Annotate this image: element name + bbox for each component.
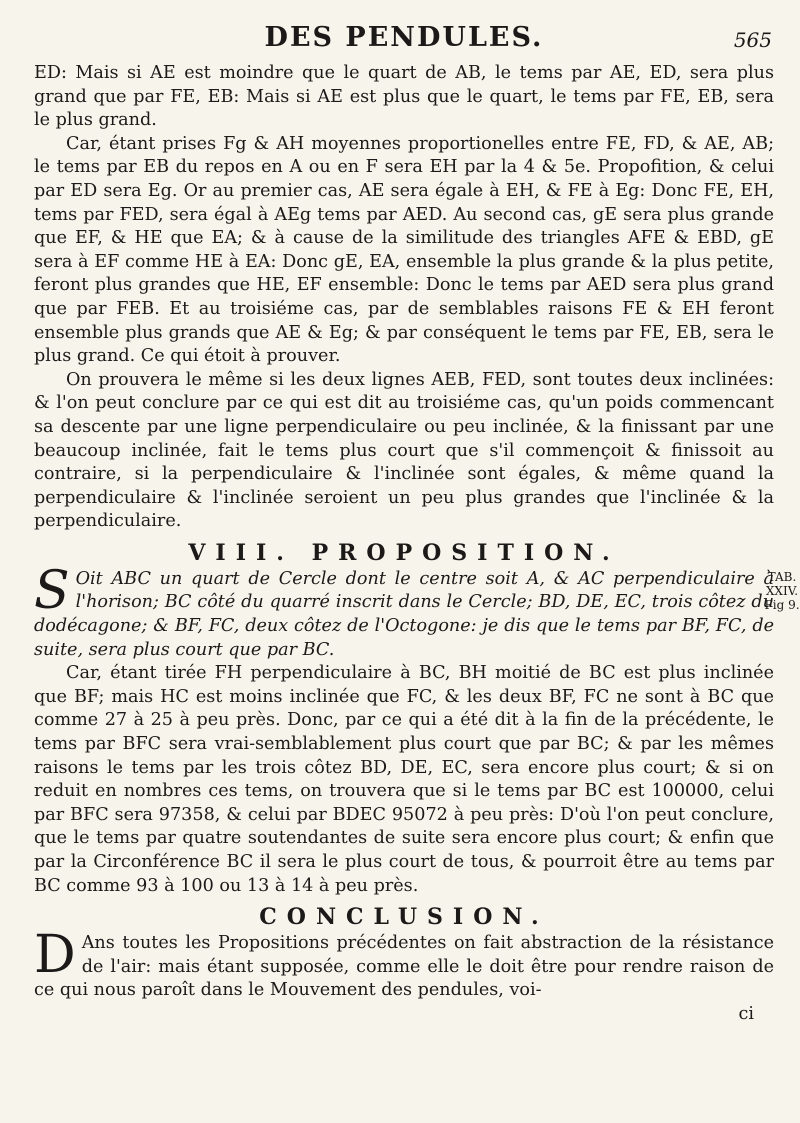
margin-note: TAB. XXIV. Fig 9. xyxy=(764,569,800,612)
paragraph-3: On prouvera le même si les deux lignes AEB, FED, sont toutes deux inclinées: & l'on peut conclure par ce qui est dit au troisiéme cas, qu'un poids commencant sa descente par une ligne perpendiculaire ou peu inclinée, & la finissant par une beaucoup inclinée, fait le tems plus court que s'il commençoit & finissoit au contraire, si la perpendiculaire & l'inclinée sont égales, & même quand la perpendiculaire & l'inclinée seroient un peu plus grandes que l'inclinée & la perpendiculaire. xyxy=(34,369,774,532)
page-header xyxy=(34,22,774,62)
proposition-proof: Car, étant tirée FH perpendiculaire à BC, BH moitié de BC est plus inclinée que BF; mais HC est moins inclinée que FC, & les deux BF, FC ne sont à BC que comme 27 à 25 à peu près. Donc, par ce qui a été dit à la fin de la précédente, le tems par BFC sera vrai-semblablement plus court que par BC; & par les mêmes raisons le tems par les trois côtez BD, DE, EC, sera encore plus court; & si on reduit en nombres ces tems, on trouvera que si le tems par BC est 100000, celui par BFC sera 97358, & celui par BDEC 95072 à peu près: D'où l'on peut conclure, que le tems par quatre soutendantes de suite sera encore plus court; & enfin que par la Circonférence BC il sera le plus court de tous, & pourroit être au tems par BC comme 93 à 100 ou 13 à 14 à peu près. xyxy=(34,663,774,896)
dropcap-d: D xyxy=(34,925,76,986)
page xyxy=(34,22,800,1027)
conclusion-text: Ans toutes les Propositions précédentes on fait abstraction de la résistance de l'air: mais étant supposée, comme elle le doit être pour rendre raison de ce qui nous paroît dans le Mouvement des pendules, voi- xyxy=(34,933,774,1001)
proposition-statement xyxy=(34,560,774,662)
proposition-block xyxy=(34,560,800,898)
running-title: DES PENDULES. xyxy=(264,22,544,53)
dropcap-s: S xyxy=(34,560,70,621)
conclusion-heading: CONCLUSION. xyxy=(259,904,549,931)
paragraph-2: Car, étant prises Fg & AH moyennes proportionelles entre FE, FD, & AE, AB; le tems par EB du repos en A ou en F sera EH par la 4 & 5e. Propofition, & celui par ED sera Eg. Or au premier cas, AE sera égale à EH, & FE à Eg: Donc FE, EH, tems par FED, sera égal à AEg tems par AED. Au second cas, gE sera plus grande que EF, & HE que EA; & à cause de la similitude des triangles AFE & EBD, gE sera à EF comme HE à EA: Donc gE, EA, ensemble la plus grande & la plus petite, feront plus grandes que HE, EF ensemble: Donc le tems par AED sera plus grand que par FEB. Et au troisiéme cas, par de semblables raisons FE & EH feront ensemble plus grands que AE & Eg; & par conséquent le tems par FE, EB, sera le plus grand. Ce qui étoit à prouver. xyxy=(34,133,774,367)
proposition-heading: VIII. PROPOSITION. xyxy=(188,539,620,566)
paragraph-1: ED: Mais si AE est moindre que le quart de AB, le tems par AE, ED, sera plus grand que par FE, EB: Mais si AE est plus que le quart, le tems par FE, EB, sera le plus grand. xyxy=(34,63,774,131)
page-number: 565 xyxy=(733,28,772,52)
catchword: ci xyxy=(738,1003,754,1024)
conclusion-paragraph xyxy=(34,925,774,1003)
statement-text: Oit ABC un quart de Cercle dont le centre soit A, & AC perpendiculaire à l'horison; BC côté du quarré inscrit dans le Cercle; BD, DE, EC, trois côtez du dodécagone; & BF, FC, deux côtez de l'Octogone: je dis que le tems par BF, FC, de suite, sera plus court que par BC. xyxy=(34,568,774,660)
